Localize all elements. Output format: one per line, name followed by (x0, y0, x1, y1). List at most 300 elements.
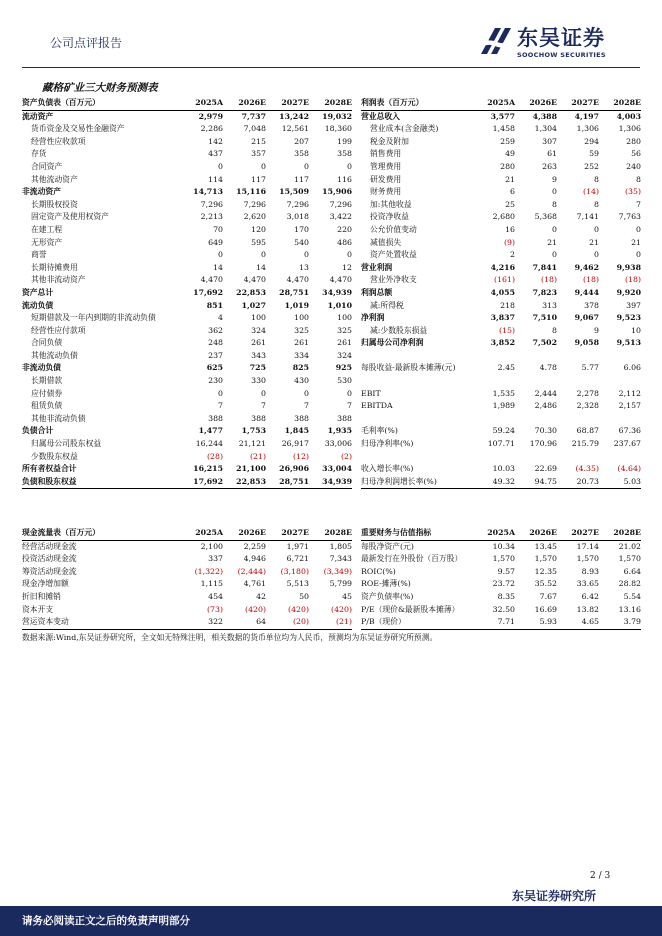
cell-value: (35) (624, 187, 641, 197)
cell-value: 9,462 (574, 262, 599, 272)
cell-value: 9,058 (574, 338, 599, 348)
cell-value: 6,721 (286, 554, 309, 564)
row-label: 筹资活动现金流 (22, 566, 77, 576)
cell-value: 100 (251, 313, 266, 323)
year-header: 2026E (223, 97, 266, 110)
table-row (361, 136, 641, 149)
cell-value: 9,513 (616, 338, 641, 348)
cell-value (515, 413, 557, 426)
row-label: 归母净利润增长率(%) (361, 476, 473, 489)
row-label (361, 350, 473, 363)
cell-value: 117 (294, 174, 309, 184)
row-label: 财务费用 (370, 187, 402, 197)
cell-value: 330 (251, 376, 266, 386)
table-row (22, 463, 352, 476)
cell-value: 15,906 (322, 187, 352, 197)
cell-value: 18,360 (324, 124, 352, 134)
cell-value: 0 (261, 161, 266, 171)
cell-value: 8 (636, 174, 641, 184)
cell-value: 825 (292, 363, 309, 373)
cell-value: 725 (249, 363, 266, 373)
table-row (22, 161, 352, 174)
year-header: 2027E (266, 97, 309, 110)
cell-value: 8 (594, 199, 599, 209)
table-row (22, 174, 352, 187)
row-label: 投资活动现金流 (22, 554, 77, 564)
row-label: 长期借款 (31, 376, 63, 386)
cell-value: 1,570 (492, 554, 515, 564)
cell-value: 12,561 (281, 124, 309, 134)
table-row (361, 161, 641, 174)
cell-value: 215.79 (571, 439, 599, 449)
cell-value: 397 (626, 300, 641, 310)
cell-value: 1,570 (534, 554, 557, 564)
cell-value: 294 (584, 136, 599, 146)
cell-value: 1,306 (576, 124, 599, 134)
cell-value: 4,470 (243, 275, 266, 285)
cell-value: 15,509 (279, 187, 309, 197)
row-label: 营业成本(含金融类) (370, 124, 439, 134)
row-label: 在建工程 (31, 224, 63, 234)
cell-value: 2,278 (576, 388, 599, 398)
cell-value: 325 (337, 325, 352, 335)
row-label: 经营性应付款项 (31, 325, 86, 335)
row-label: 利润总额 (361, 287, 393, 297)
cell-value: 486 (337, 237, 352, 247)
cell-value: 388 (337, 413, 352, 423)
cell-value: 6.42 (581, 591, 599, 601)
table-row (361, 325, 641, 338)
cell-value: 16,215 (193, 464, 223, 474)
cell-value: 4,216 (490, 262, 515, 272)
cell-value: 1,304 (534, 124, 557, 134)
cell-value: 21,121 (238, 439, 266, 449)
cell-value: 2,286 (200, 124, 223, 134)
cell-value: 28.82 (618, 579, 641, 589)
year-header: 2028E (309, 527, 352, 540)
row-label: 经营活动现金流 (22, 541, 77, 551)
cell-value: 117 (251, 174, 266, 184)
cell-value: 14 (256, 262, 266, 272)
cell-value: 16.69 (534, 604, 557, 614)
cell-value: 2,979 (198, 111, 223, 121)
table-row (22, 186, 352, 199)
row-label: 长期待摊费用 (31, 262, 78, 272)
row-label: 合同资产 (31, 161, 63, 171)
table-row (361, 540, 641, 553)
cell-value: 2,157 (618, 401, 641, 411)
table-row (22, 566, 352, 579)
cell-value: 7,841 (532, 262, 557, 272)
cell-value: 23.72 (492, 579, 515, 589)
row-label: 税金及附加 (370, 136, 409, 146)
cell-value (599, 375, 641, 388)
table-row (361, 451, 641, 464)
cell-value: 2,486 (534, 401, 557, 411)
cell-value: 100 (294, 313, 309, 323)
cell-value: 26,917 (281, 439, 309, 449)
cell-value: (420) (331, 604, 352, 614)
table-header-row (22, 97, 352, 110)
cell-value: 1,535 (492, 388, 515, 398)
cell-value: 4,946 (243, 554, 266, 564)
cell-value: 7,510 (532, 313, 557, 323)
row-label: 管理费用 (370, 161, 402, 171)
row-label: 固定资产及使用权资产 (31, 212, 109, 222)
row-label: 减值损失 (370, 237, 402, 247)
cell-value (599, 451, 641, 464)
row-label: 现金净增加额 (22, 579, 69, 589)
year-header: 2026E (515, 527, 557, 540)
cell-value: 1,570 (576, 554, 599, 564)
table-row (361, 186, 641, 199)
cell-value: 3,837 (490, 313, 515, 323)
page-number: 2 / 3 (590, 871, 611, 881)
cell-value: 13 (299, 262, 309, 272)
cell-value: 0 (636, 224, 641, 234)
table-row (22, 540, 352, 553)
table-row (361, 553, 641, 566)
cell-value: 215 (251, 136, 266, 146)
cell-value: (18) (540, 275, 557, 285)
row-label: 营业外净收支 (370, 275, 417, 285)
cell-value: 358 (337, 149, 352, 159)
cell-value: 7 (636, 199, 641, 209)
cashflow-table (22, 527, 352, 630)
row-label: 折旧和摊销 (22, 591, 61, 601)
table-row (22, 274, 352, 287)
cell-value: (12) (292, 451, 309, 461)
brand-logo (477, 22, 617, 64)
table-row (361, 237, 641, 250)
cell-value: 1,010 (327, 300, 352, 310)
cell-value (557, 451, 599, 464)
cell-value: 240 (626, 161, 641, 171)
cell-value: 170.96 (529, 439, 557, 449)
row-label: 归属母公司股东权益 (31, 439, 102, 449)
cell-value: 8 (594, 174, 599, 184)
cell-value: 17,692 (180, 476, 223, 489)
year-header: 2025A (180, 97, 223, 110)
document-title: 藏格矿业三大财务预测表 (42, 82, 158, 94)
cell-value: 4,470 (200, 275, 223, 285)
cell-value: 21 (505, 174, 515, 184)
cell-value (557, 413, 599, 426)
cell-value: 10.34 (492, 541, 515, 551)
row-label (361, 413, 473, 426)
cell-value: 2,328 (576, 401, 599, 411)
cell-value: 237.67 (613, 439, 641, 449)
year-header: 2028E (309, 97, 352, 110)
cell-value: 259 (500, 136, 515, 146)
cell-value: 280 (500, 161, 515, 171)
cell-value: 12.35 (534, 566, 557, 576)
cell-value (473, 413, 515, 426)
table-row (361, 262, 641, 275)
cell-value: (161) (494, 275, 515, 285)
cell-value: 22.69 (534, 464, 557, 474)
cell-value: 530 (337, 376, 352, 386)
row-label: 加:其他收益 (370, 199, 412, 209)
cell-value (515, 451, 557, 464)
cell-value: 0 (261, 250, 266, 260)
cell-value: 263 (542, 161, 557, 171)
row-label (361, 375, 473, 388)
table-row (361, 566, 641, 579)
footer-disclaimer-bar (0, 906, 662, 936)
table-row (361, 425, 641, 438)
row-label: 租赁负债 (31, 401, 63, 411)
row-label: 营业利润 (361, 262, 393, 272)
row-label: 收入增长率(%) (361, 464, 414, 474)
cell-value: 307 (542, 136, 557, 146)
cell-value: 20.73 (557, 476, 599, 489)
year-header: 2028E (599, 527, 641, 540)
cell-value: 454 (208, 591, 223, 601)
row-label: 营业总收入 (361, 111, 400, 121)
cell-value: 1,971 (286, 541, 309, 551)
cell-value: 1,115 (200, 579, 223, 589)
cell-value: 45 (342, 591, 352, 601)
cell-value: 2,100 (200, 541, 223, 551)
cell-value: 334 (294, 350, 309, 360)
cell-value: 14,713 (193, 187, 223, 197)
cell-value: 4 (218, 313, 223, 323)
year-header: 2027E (557, 527, 599, 540)
table-row (22, 578, 352, 591)
cell-value: 324 (337, 350, 352, 360)
row-label: ROE-摊薄(%) (361, 579, 411, 589)
table-row (22, 337, 352, 350)
cell-value: (73) (206, 604, 223, 614)
cell-value (473, 350, 515, 363)
table-row (361, 312, 641, 325)
cell-value: 21.02 (618, 541, 641, 551)
row-label: 无形资产 (31, 237, 63, 247)
footer-disclaimer-text: 请务必阅读正文之后的免责声明部分 (22, 915, 190, 927)
cell-value: 0 (594, 224, 599, 234)
cell-value: 21 (547, 237, 557, 247)
ratios-table (361, 527, 641, 630)
data-source-note: 数据来源:Wind,东吴证券研究所，全文如无特殊注明，相关数据的货币单位均为人民币，预测均为东吴证券研究所预测。 (22, 633, 438, 642)
cell-value: 94.75 (515, 476, 557, 489)
table-row (361, 400, 641, 413)
table-row (22, 350, 352, 363)
table-row (22, 438, 352, 451)
row-label: 最新发行在外股份（百万股） (361, 554, 463, 564)
cell-value: 430 (294, 376, 309, 386)
cell-value: 6 (510, 187, 515, 197)
row-label: EBITDA (361, 401, 393, 411)
cell-value: 0 (347, 250, 352, 260)
cell-value: (1,322) (194, 566, 223, 576)
cell-value: 337 (208, 554, 223, 564)
cell-value: (2,444) (237, 566, 266, 576)
row-label: 流动负债 (22, 300, 54, 310)
cell-value: 362 (208, 325, 223, 335)
table-row (22, 123, 352, 136)
row-label: P/E（现价&最新股本摊薄） (361, 604, 460, 614)
row-label: 应付债券 (31, 388, 63, 398)
cell-value: 1,935 (327, 426, 352, 436)
cell-value: 7,296 (329, 199, 352, 209)
table-row (22, 616, 352, 629)
cell-value: 7 (347, 401, 352, 411)
cell-value: 207 (294, 136, 309, 146)
cell-value: 220 (337, 224, 352, 234)
table-row (361, 199, 641, 212)
cell-value: 3.79 (599, 616, 641, 629)
cell-value: 252 (584, 161, 599, 171)
cell-value: 35.52 (534, 579, 557, 589)
cell-value: 4,055 (490, 287, 515, 297)
table-row (22, 287, 352, 300)
cell-value: 5.77 (581, 363, 599, 373)
year-header: 2025A (473, 97, 515, 110)
cell-value: 324 (251, 325, 266, 335)
cell-value: 1,019 (284, 300, 309, 310)
row-label: 投资净收益 (370, 212, 409, 222)
cell-value: (3,349) (323, 566, 352, 576)
cell-value: 2.45 (497, 363, 515, 373)
table-row (22, 425, 352, 438)
table-row (361, 300, 641, 313)
cell-value: 0 (304, 388, 309, 398)
row-label: 长期股权投资 (31, 199, 78, 209)
row-label: 负债合计 (22, 426, 54, 436)
table-title: 资产负债表（百万元） (22, 97, 180, 110)
cell-value: 25 (505, 199, 515, 209)
row-label: 资本开支 (22, 604, 54, 614)
table-title: 重要财务与估值指标 (361, 527, 473, 540)
cell-value: 378 (584, 300, 599, 310)
cell-value: 7.67 (539, 591, 557, 601)
cell-value: 6.64 (623, 566, 641, 576)
table-row (361, 604, 641, 617)
year-header: 2026E (515, 97, 557, 110)
cell-value: 7,763 (618, 212, 641, 222)
cell-value: 7 (304, 401, 309, 411)
row-label: 经营性应收款项 (31, 136, 86, 146)
cell-value: 8.93 (581, 566, 599, 576)
footer-institute: 东吴证券研究所 (512, 889, 597, 903)
cell-value: 120 (251, 224, 266, 234)
cell-value: 15,116 (236, 187, 266, 197)
cell-value: 4,003 (616, 111, 641, 121)
cell-value: 3,422 (329, 212, 352, 222)
cell-value: 343 (251, 350, 266, 360)
table-row (361, 578, 641, 591)
cell-value: 7,048 (243, 124, 266, 134)
cell-value: 4,470 (286, 275, 309, 285)
cell-value: (14) (582, 187, 599, 197)
cell-value: 7,737 (241, 111, 266, 121)
table-row (361, 438, 641, 451)
cell-value: 322 (180, 616, 223, 629)
cell-value: (9) (503, 237, 515, 247)
table-row (361, 388, 641, 401)
table-row (361, 211, 641, 224)
cell-value: 261 (337, 338, 352, 348)
table-row (22, 211, 352, 224)
cell-value: 5.03 (599, 476, 641, 489)
row-label: 货币资金及交易性金融资产 (31, 124, 125, 134)
row-label (361, 451, 473, 464)
cell-value: 2,112 (618, 388, 641, 398)
table-row (22, 451, 352, 464)
cell-value: 59 (589, 149, 599, 159)
cell-value: 107.71 (487, 439, 515, 449)
cell-value: 142 (208, 136, 223, 146)
row-label: 短期借款及一年内到期的非流动负债 (31, 313, 156, 323)
cell-value (473, 375, 515, 388)
table-row (361, 123, 641, 136)
cell-value: 42 (256, 591, 266, 601)
cell-value: 4,197 (574, 111, 599, 121)
row-label: 资产总计 (22, 287, 54, 297)
table-row (361, 463, 641, 476)
cell-value: 2,620 (243, 212, 266, 222)
cell-value: 21 (589, 237, 599, 247)
cell-value: (15) (498, 325, 515, 335)
year-header: 2025A (180, 527, 223, 540)
cell-value (557, 350, 599, 363)
cell-value: 2,680 (492, 212, 515, 222)
year-header: 2027E (557, 97, 599, 110)
table-row (361, 224, 641, 237)
cell-value: 13,242 (279, 111, 309, 121)
table-row (361, 350, 641, 363)
cell-value: 0 (552, 250, 557, 260)
row-label: 每股净资产(元) (361, 541, 414, 551)
cell-value: 68.87 (576, 426, 599, 436)
table-row (22, 375, 352, 388)
table-row (361, 476, 641, 489)
row-label: 资产负债率(%) (361, 591, 414, 601)
cell-value: 10.03 (492, 464, 515, 474)
table-header-row (361, 97, 641, 110)
cell-value: 388 (208, 413, 223, 423)
cell-value: 595 (251, 237, 266, 247)
cell-value (473, 451, 515, 464)
cell-value: 16,244 (195, 439, 223, 449)
cell-value: 28,751 (279, 287, 309, 297)
cell-value: 5,513 (286, 579, 309, 589)
cell-value: 199 (337, 136, 352, 146)
cell-value: 4.78 (539, 363, 557, 373)
table-row (22, 604, 352, 617)
cell-value: 7,296 (243, 199, 266, 209)
cell-value: 4,761 (243, 579, 266, 589)
table-header-row (361, 527, 641, 540)
cell-value: 9,067 (574, 313, 599, 323)
row-label: 其他流动负债 (31, 350, 78, 360)
logo-text: 东吴证券 (517, 26, 605, 50)
table-row (22, 136, 352, 149)
row-label: 资产处置收益 (370, 250, 417, 260)
cell-value: 21 (631, 237, 641, 247)
cell-value: 230 (208, 376, 223, 386)
row-label: 非流动负债 (22, 363, 61, 373)
cell-value: 34,939 (322, 287, 352, 297)
cell-value: 540 (294, 237, 309, 247)
cell-value: 114 (208, 174, 223, 184)
cell-value: 2,444 (534, 388, 557, 398)
table-row (361, 616, 641, 629)
year-header: 2026E (223, 527, 266, 540)
cell-value: 3,577 (490, 111, 515, 121)
cell-value: 0 (218, 161, 223, 171)
